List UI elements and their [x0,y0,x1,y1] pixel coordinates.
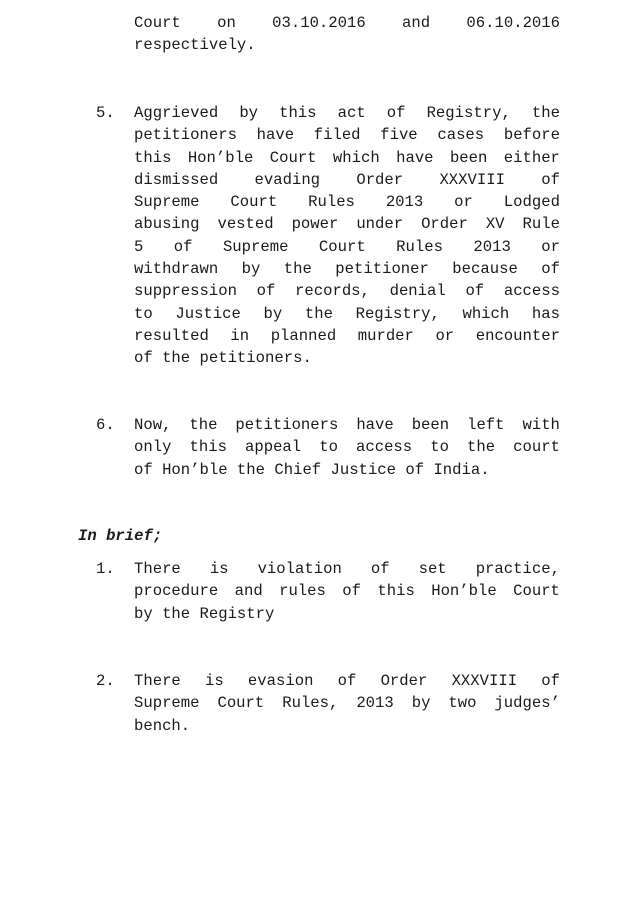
in-brief-heading: In brief; [78,527,163,545]
word: the [189,416,218,434]
word: Court [318,237,366,256]
word: or [435,326,455,345]
justified-line [134,258,560,280]
continuation-text [134,12,560,57]
word: abusing [134,215,200,234]
word: There [134,560,181,578]
word: the [304,304,333,323]
word: or [541,237,560,256]
text-line: respectively. [134,36,256,55]
word: and [234,582,263,601]
justified-line [134,213,560,235]
word: court [513,438,560,457]
brief-item-2-lines [134,670,560,715]
word: of [386,104,406,122]
word: Now, [134,416,172,434]
word: Rules [308,193,355,212]
word: records, [295,282,370,301]
word: Hon’ble [431,582,497,601]
word: of [337,672,357,690]
word: cases [437,126,485,145]
word: petitioner [335,260,429,279]
word: There [134,672,181,690]
brief-item-number-2: 2. [96,672,115,690]
word: XXXVIII [451,672,518,690]
word: this [377,582,415,601]
word: Order [421,215,468,234]
word: which [462,304,510,323]
word: by [263,304,283,323]
word: Registry, [355,304,440,323]
word: of [173,237,193,256]
word: Supreme [222,237,289,256]
justified-line [134,191,560,213]
word: appeal [245,438,302,457]
word: to [134,304,153,323]
word: by [241,260,261,279]
word: murder [357,326,414,345]
paragraph-5 [134,102,560,370]
word: Aggrieved [134,104,219,122]
word: Court [230,193,278,212]
word: been [411,416,450,434]
word: 03.10.2016 [272,14,366,32]
word: the [531,104,560,122]
word: Hon’ble [187,148,254,167]
word: XXXVIII [439,170,505,189]
word: have [256,126,295,145]
word: Rule [522,215,560,234]
word: been [449,148,488,167]
word: 2013 [473,237,511,256]
word: Court [269,148,317,167]
word: Court [217,694,265,713]
word: under [356,215,404,234]
word: of [541,170,560,189]
justified-line [134,12,560,34]
word: Order [356,170,404,189]
justified-line [134,169,560,191]
word: either [503,148,560,167]
word: access [356,438,413,457]
word: or [454,193,473,212]
word: Supreme [134,193,200,212]
word: planned [270,326,337,345]
word: of [256,282,276,301]
word: judges’ [494,694,560,713]
word: procedure [134,582,219,601]
justified-line [134,558,560,580]
word: access [503,282,560,301]
word: 5 [134,237,144,256]
brief-item-2 [134,670,560,737]
word: practice, [475,560,560,578]
word: violation [257,560,342,578]
word: withdrawn [134,260,219,279]
word: Rules [396,237,443,256]
word: of [541,260,560,279]
word: of [370,560,390,578]
word: this [279,104,317,122]
word: only [134,438,172,457]
word: on [217,14,236,32]
word: resulted [134,326,209,345]
justified-line [134,147,560,169]
justified-line [134,436,560,458]
text-line: of Hon’ble the Chief Justice of India. [134,460,490,479]
paragraph-number-5: 5. [96,104,115,122]
justified-line [134,325,560,347]
word: Court [134,14,181,32]
justified-line [134,280,560,302]
word: petitioners [134,126,237,145]
word: set [418,560,447,578]
word: dismissed [134,170,219,189]
word: of [541,672,560,690]
word: which [332,148,380,167]
word: have [396,148,434,167]
word: this [134,148,172,167]
word: by [239,104,259,122]
word: has [531,304,560,323]
justified-line [134,124,560,146]
word: Rules, [282,694,339,713]
paragraph-5-lines [134,102,560,347]
paragraph-6 [134,414,560,481]
word: filed [313,126,361,145]
word: encounter [475,326,560,345]
word: act [337,104,366,122]
justified-line [134,236,560,258]
text-line: bench. [134,716,191,735]
word: the [283,260,312,279]
paragraph-number-6: 6. [96,416,115,434]
word: Court [513,582,560,601]
word: is [205,672,224,690]
word: is [209,560,229,578]
brief-item-1-lines [134,558,560,603]
word: five [380,126,418,145]
word: with [522,416,560,434]
justified-line [134,102,560,124]
word: and [402,14,431,32]
justified-line [134,670,560,692]
word: XV [485,215,505,234]
word: Justice [175,304,241,323]
word: rules [279,582,326,601]
word: suppression [134,282,237,301]
paragraph-6-lines [134,414,560,459]
brief-item-number-1: 1. [96,560,115,578]
text-line: of the petitioners. [134,349,312,368]
word: 06.10.2016 [466,14,560,32]
word: Order [380,672,428,690]
word: this [189,438,227,457]
word: Supreme [134,694,200,713]
word: vested [217,215,274,234]
word: to [319,438,338,457]
word: denial [389,282,446,301]
word: have [356,416,394,434]
justified-line [134,580,560,602]
word: evasion [247,672,314,690]
word: before [503,126,560,145]
word: the [467,438,496,457]
brief-item-1 [134,558,560,625]
word: of [342,582,361,601]
word: power [291,215,339,234]
word: 2013 [385,193,424,212]
word: left [467,416,505,434]
justified-line [134,692,560,714]
text-line: by the Registry [134,604,275,623]
justified-line [134,303,560,325]
word: evading [254,170,321,189]
justified-line [134,414,560,436]
word: of [465,282,485,301]
word: petitioners [235,416,339,434]
word: two [448,694,477,713]
word: 2013 [356,694,394,713]
word: Lodged [503,193,560,212]
word: by [411,694,431,713]
word: Registry, [426,104,511,122]
word: because [452,260,518,279]
word: to [430,438,449,457]
word: in [230,326,250,345]
